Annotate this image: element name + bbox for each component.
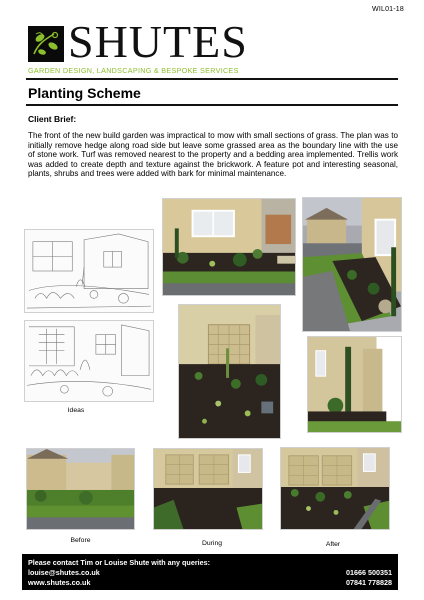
photo-side-tree xyxy=(307,336,402,433)
brief-heading: Client Brief: xyxy=(28,114,77,124)
photo-street-view xyxy=(302,197,402,332)
brand-name: SHUTES xyxy=(68,16,248,67)
ideas-sketch-top xyxy=(24,229,154,313)
footer-phone-1: 01666 500351 xyxy=(346,568,392,577)
footer-contact-line: Please contact Tim or Louise Shute with any queries: xyxy=(28,558,210,567)
document-code: WIL01-18 xyxy=(372,6,404,13)
photo-before xyxy=(26,448,135,530)
footer-phone-2: 07841 778828 xyxy=(346,578,392,587)
header-divider xyxy=(26,78,398,80)
brand-tagline: GARDEN DESIGN, LANDSCAPING & BESPOKE SERVICES xyxy=(28,66,239,75)
photo-trellis-bed xyxy=(178,304,281,439)
footer-email[interactable]: louise@shutes.co.uk xyxy=(28,568,100,577)
ideas-sketch-bottom xyxy=(24,320,154,402)
caption-ideas: Ideas xyxy=(67,407,85,414)
footer-website[interactable]: www.shutes.co.uk xyxy=(28,578,91,587)
photo-house-bed xyxy=(162,198,296,296)
page-title: Planting Scheme xyxy=(28,85,141,101)
caption-before: Before xyxy=(70,537,91,544)
title-divider xyxy=(26,104,398,106)
caption-after: After xyxy=(325,541,341,548)
photo-during xyxy=(153,448,263,530)
contact-footer xyxy=(22,554,398,590)
photo-after xyxy=(280,447,390,530)
leaf-flourish-icon xyxy=(28,26,64,62)
caption-during: During xyxy=(201,540,223,547)
brief-text: The front of the new build garden was impractical to mow with small sections of grass. The plan was to initially remove hedge along road side but leave some grassed area as the boundary line with the use of stone work. Turf was removed nearest to the property and a bedding area implemented. Trellis work was added to create depth and texture against the brickwork. A feature pot and interesting seasonal, plants, shrubs and trees were added with bark for minimal maintenance. xyxy=(28,131,398,179)
